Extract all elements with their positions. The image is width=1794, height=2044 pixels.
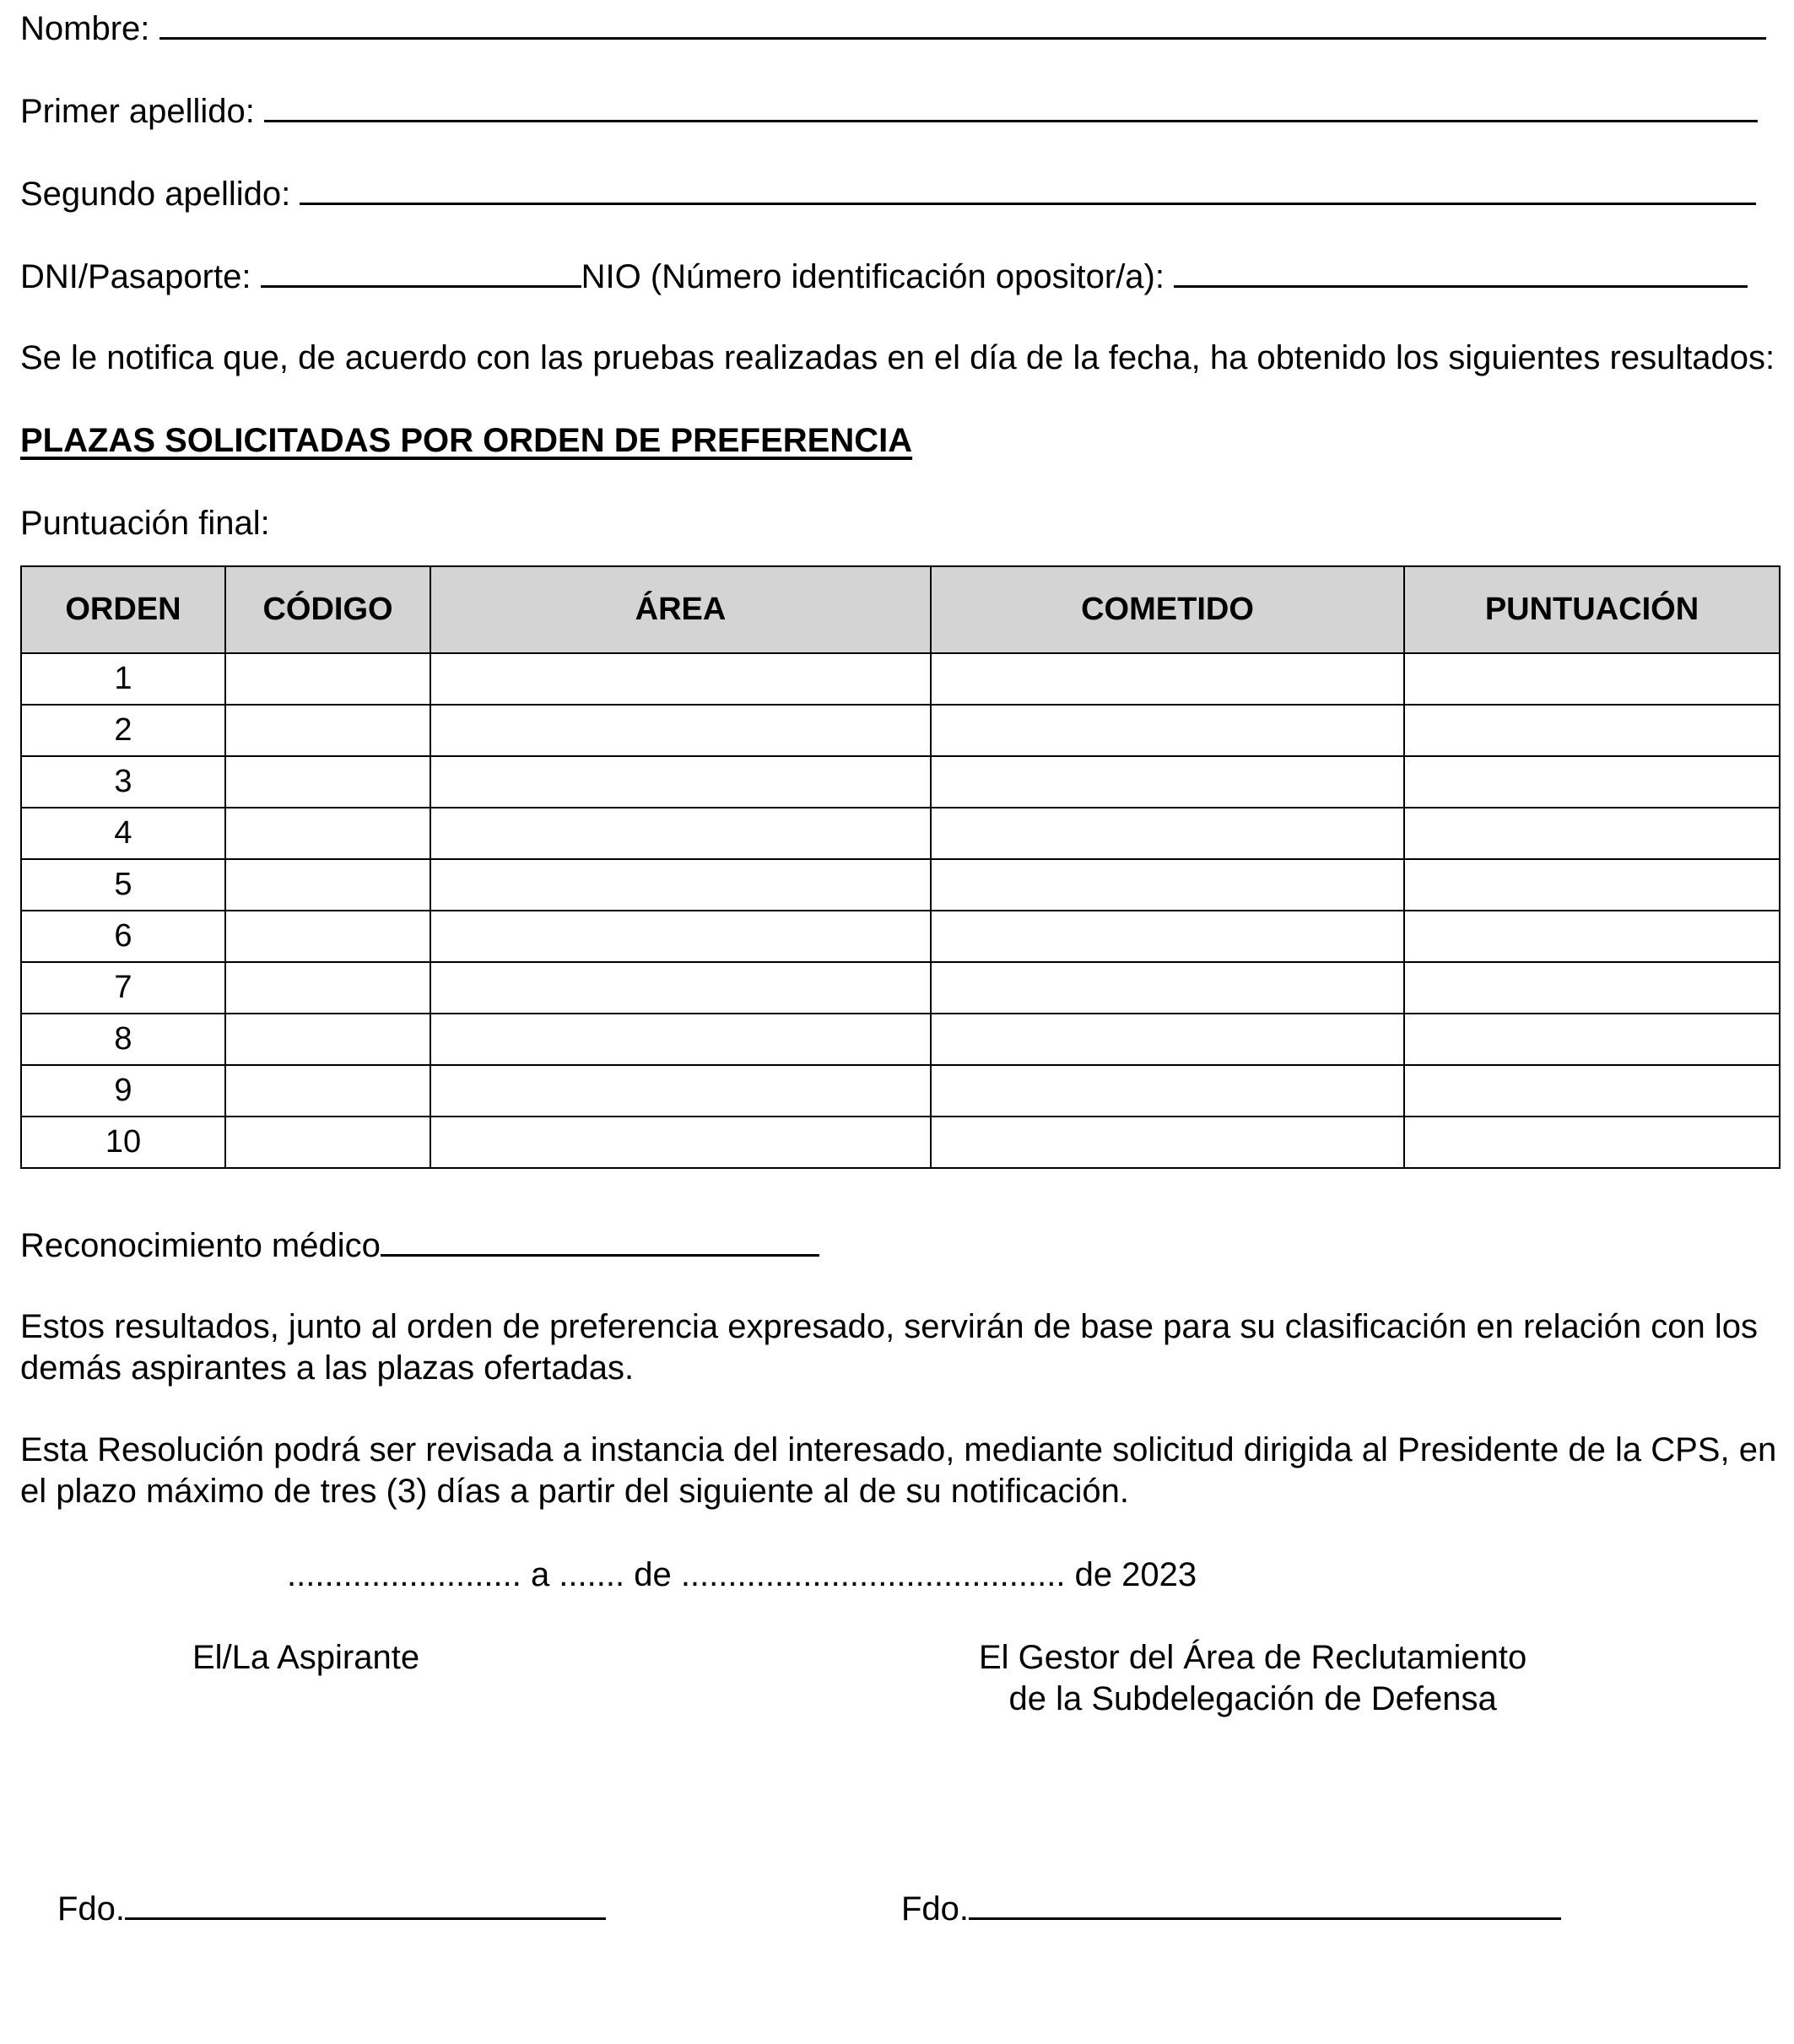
nombre-field[interactable]	[159, 7, 1766, 40]
codigo-cell[interactable]	[225, 1117, 430, 1168]
nombre-label: Nombre:	[20, 10, 150, 47]
table-row	[21, 653, 1780, 705]
primer-apellido-field[interactable]	[264, 89, 1758, 122]
fdo-right-label: Fdo.	[901, 1890, 970, 1928]
codigo-cell[interactable]	[225, 653, 430, 705]
table-row	[21, 1117, 1780, 1168]
fdo-right-field[interactable]	[969, 1887, 1561, 1920]
orden-cell: 6	[21, 911, 225, 962]
cometido-cell[interactable]	[931, 756, 1404, 808]
header-orden: ORDEN	[21, 566, 225, 653]
table-row	[21, 911, 1780, 962]
area-cell[interactable]	[430, 859, 931, 911]
cometido-cell[interactable]	[931, 705, 1404, 756]
puntuacion-cell[interactable]	[1404, 756, 1780, 808]
table-row	[21, 1014, 1780, 1065]
gestor-title	[979, 1637, 1527, 1720]
codigo-cell[interactable]	[225, 705, 430, 756]
puntuacion-cell[interactable]	[1404, 705, 1780, 756]
table-row	[21, 705, 1780, 756]
nio-label: NIO (Número identificación opositor/a):	[581, 258, 1164, 295]
medical-label: Reconocimiento médico	[20, 1227, 381, 1264]
nombre-row	[20, 7, 1766, 49]
table-header-row	[21, 566, 1780, 653]
table-row	[21, 808, 1780, 859]
area-cell[interactable]	[430, 1065, 931, 1117]
area-cell[interactable]	[430, 653, 931, 705]
codigo-cell[interactable]	[225, 911, 430, 962]
codigo-cell[interactable]	[225, 1065, 430, 1117]
header-codigo: CÓDIGO	[225, 566, 430, 653]
area-cell[interactable]	[430, 808, 931, 859]
orden-cell: 4	[21, 808, 225, 859]
puntuacion-cell[interactable]	[1404, 911, 1780, 962]
orden-cell: 3	[21, 756, 225, 808]
puntuacion-cell[interactable]	[1404, 962, 1780, 1014]
cometido-cell[interactable]	[931, 859, 1404, 911]
puntuacion-cell[interactable]	[1404, 653, 1780, 705]
orden-cell: 10	[21, 1117, 225, 1168]
primer-apellido-label: Primer apellido:	[20, 93, 255, 130]
preferences-table	[20, 565, 1780, 1169]
codigo-cell[interactable]	[225, 962, 430, 1014]
review-paragraph: Esta Resolución podrá ser revisada a instancia del interesado, mediante solicitud dirigida al Presidente de la CPS, en el plazo máximo de tres (3) días a partir del siguiente al de su notificación.	[20, 1431, 1777, 1510]
segundo-apellido-field[interactable]	[300, 172, 1756, 205]
fdo-left-row	[57, 1887, 606, 1929]
cometido-cell[interactable]	[931, 1014, 1404, 1065]
area-cell[interactable]	[430, 756, 931, 808]
orden-cell: 9	[21, 1065, 225, 1117]
dni-nio-row	[20, 255, 1748, 297]
section-title: PLAZAS SOLICITADAS POR ORDEN DE PREFERENCIA	[20, 422, 913, 459]
score-label: Puntuación final:	[20, 505, 270, 542]
codigo-cell[interactable]	[225, 756, 430, 808]
table-row	[21, 1065, 1780, 1117]
cometido-cell[interactable]	[931, 653, 1404, 705]
puntuacion-cell[interactable]	[1404, 1014, 1780, 1065]
cometido-cell[interactable]	[931, 1117, 1404, 1168]
dni-field[interactable]	[261, 255, 581, 288]
cometido-cell[interactable]	[931, 808, 1404, 859]
orden-cell: 8	[21, 1014, 225, 1065]
cometido-cell[interactable]	[931, 962, 1404, 1014]
puntuacion-cell[interactable]	[1404, 1065, 1780, 1117]
table-row	[21, 859, 1780, 911]
area-cell[interactable]	[430, 1014, 931, 1065]
puntuacion-cell[interactable]	[1404, 1117, 1780, 1168]
orden-cell: 5	[21, 859, 225, 911]
medical-row	[20, 1224, 819, 1266]
header-cometido: COMETIDO	[931, 566, 1404, 653]
orden-cell: 7	[21, 962, 225, 1014]
puntuacion-cell[interactable]	[1404, 859, 1780, 911]
cometido-cell[interactable]	[931, 1065, 1404, 1117]
segundo-apellido-label: Segundo apellido:	[20, 176, 291, 213]
results-paragraph: Estos resultados, junto al orden de preferencia expresado, servirán de base para su clasificación en relación con los demás aspirantes a las plazas ofertadas.	[20, 1308, 1758, 1387]
fdo-left-label: Fdo.	[57, 1890, 126, 1928]
dni-label: DNI/Pasaporte:	[20, 258, 251, 295]
medical-field[interactable]	[381, 1224, 819, 1257]
fdo-right-row	[901, 1887, 1561, 1929]
gestor-title-line2: de la Subdelegación de Defensa	[1008, 1680, 1497, 1717]
nio-field[interactable]	[1174, 255, 1748, 288]
date-line: ......................... a ....... de ......................................... de 2023	[287, 1556, 1197, 1593]
gestor-title-line1: El Gestor del Área de Reclutamiento	[979, 1639, 1527, 1676]
codigo-cell[interactable]	[225, 1014, 430, 1065]
notice-text: Se le notifica que, de acuerdo con las pruebas realizadas en el día de la fecha, ha obtenido los siguientes resultados:	[20, 339, 1775, 376]
cometido-cell[interactable]	[931, 911, 1404, 962]
segundo-apellido-row	[20, 172, 1756, 214]
area-cell[interactable]	[430, 1117, 931, 1168]
header-area: ÁREA	[430, 566, 931, 653]
aspirante-title: El/La Aspirante	[192, 1639, 420, 1676]
fdo-left-field[interactable]	[125, 1887, 606, 1920]
puntuacion-cell[interactable]	[1404, 808, 1780, 859]
table-row	[21, 756, 1780, 808]
area-cell[interactable]	[430, 705, 931, 756]
area-cell[interactable]	[430, 962, 931, 1014]
primer-apellido-row	[20, 89, 1758, 132]
table-row	[21, 962, 1780, 1014]
codigo-cell[interactable]	[225, 859, 430, 911]
header-puntuacion: PUNTUACIÓN	[1404, 566, 1780, 653]
codigo-cell[interactable]	[225, 808, 430, 859]
area-cell[interactable]	[430, 911, 931, 962]
orden-cell: 2	[21, 705, 225, 756]
orden-cell: 1	[21, 653, 225, 705]
